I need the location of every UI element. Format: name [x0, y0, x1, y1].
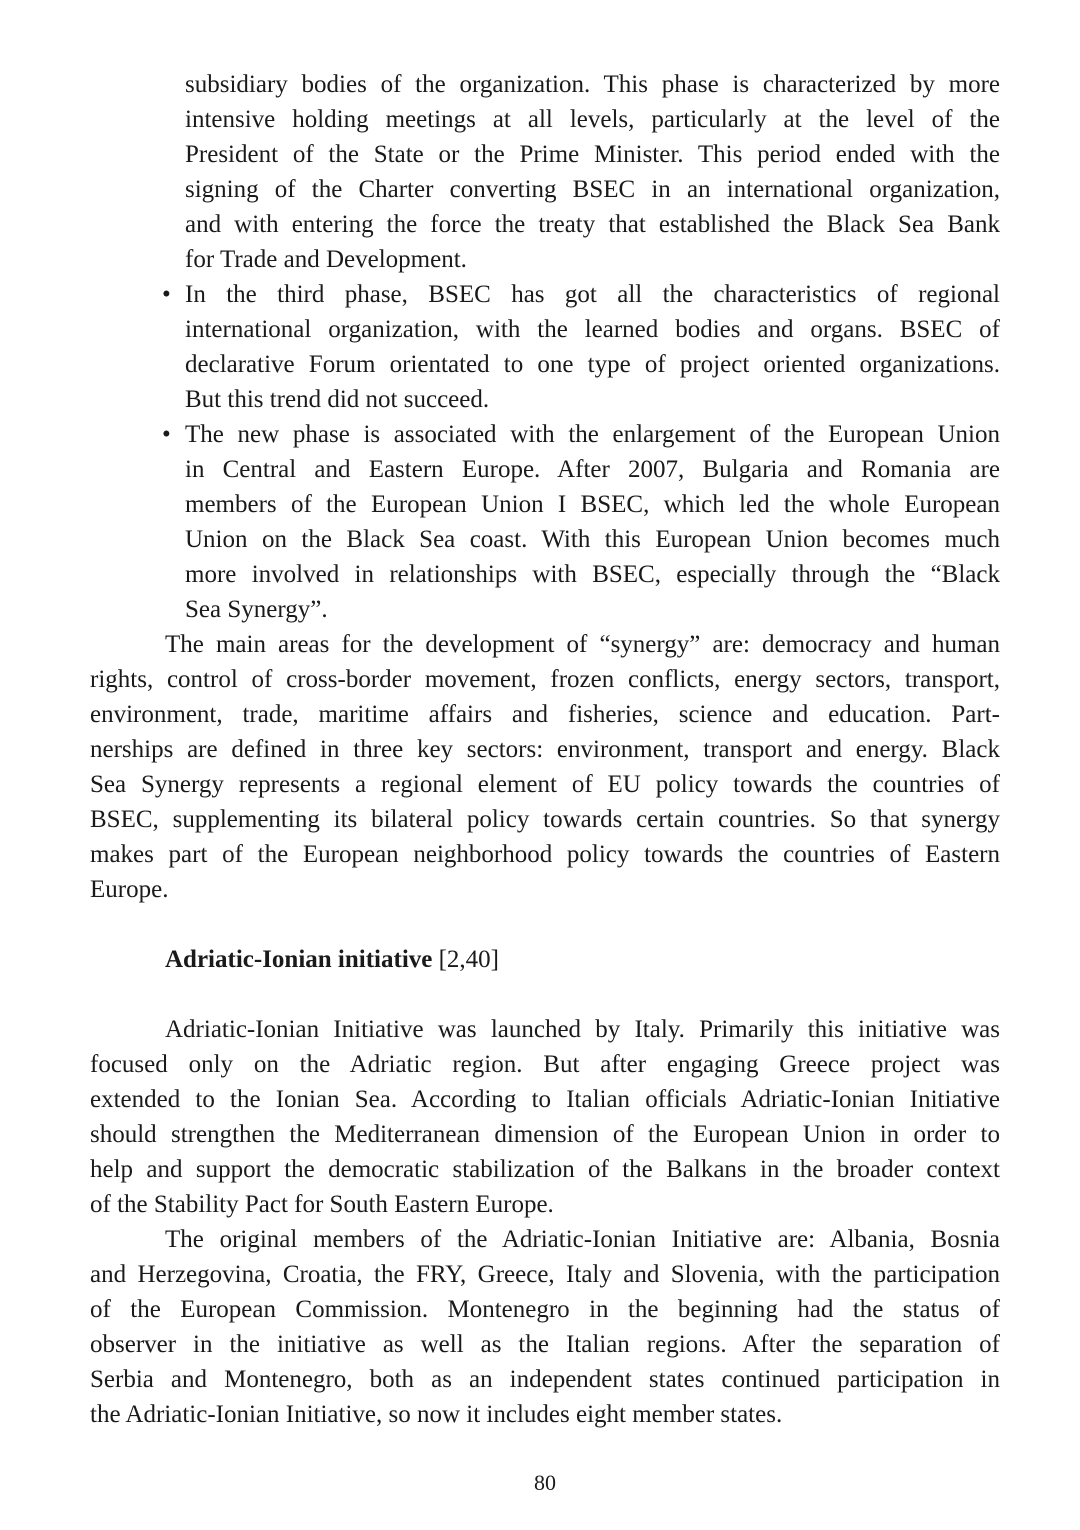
text-line: Sea Synergy represents a regional element of EU policy towards the countries of [90, 771, 1000, 798]
bullet-item-new-phase [90, 417, 1000, 627]
heading-title: Adriatic-Ionian initiative [165, 946, 433, 973]
text-line: international organization, with the learned bodies and organs. BSEC of [185, 316, 1000, 343]
text-line: Sea Synergy”. [185, 596, 328, 623]
text-line: and Herzegovina, Croatia, the FRY, Greece, Italy and Slovenia, with the participation [90, 1261, 1000, 1288]
text-line: In the third phase, BSEC has got all the characteristics of regional [185, 281, 1000, 308]
page-body [90, 67, 1000, 1432]
text-line: Europe. [90, 876, 169, 903]
text-line: observer in the initiative as well as the Italian regions. After the separation of [90, 1331, 1000, 1358]
text-line: But this trend did not succeed. [185, 386, 490, 413]
section-heading [90, 942, 1000, 977]
paragraph-members [90, 1222, 1000, 1432]
text-line: and with entering the force the treaty that established the Black Sea Bank [185, 211, 1000, 238]
page-number: 80 [534, 1470, 556, 1495]
text-line: makes part of the European neighborhood policy towards the countries of Eastern [90, 841, 1000, 868]
text-line: of the European Commission. Montenegro in the beginning had the status of [90, 1296, 1000, 1323]
text-line: should strengthen the Mediterranean dimension of the European Union in order to [90, 1121, 1000, 1148]
paragraph-launch [90, 1012, 1000, 1222]
text-line: the Adriatic-Ionian Initiative, so now it includes eight member states. [90, 1401, 783, 1428]
text-line: members of the European Union I BSEC, which led the whole European [185, 491, 1000, 518]
heading-reference: [2,40] [438, 946, 500, 973]
text-line: Adriatic-Ionian Initiative was launched by Italy. Primarily this initiative was [165, 1016, 1000, 1043]
text-line: in Central and Eastern Europe. After 2007, Bulgaria and Romania are [185, 456, 1000, 483]
text-line: BSEC, supplementing its bilateral policy towards certain countries. So that synergy [90, 806, 1000, 833]
text-line: declarative Forum orientated to one type of project oriented organizations. [185, 351, 1000, 378]
text-line: of the Stability Pact for South Eastern Europe. [90, 1191, 554, 1218]
bullet-continuation [90, 67, 1000, 277]
bullet-text [90, 277, 1000, 417]
text-line: signing of the Charter converting BSEC in an international organization, [185, 176, 1000, 203]
bullet-icon: • [162, 421, 171, 448]
bullet-icon: • [162, 281, 171, 308]
bullet-item-third-phase [90, 277, 1000, 417]
text-line: intensive holding meetings at all levels, particularly at the level of the [185, 106, 1000, 133]
text-line: rights, control of cross-border movement, frozen conflicts, energy sectors, transport, [90, 666, 1000, 693]
text-line: Union on the Black Sea coast. With this European Union becomes much [185, 526, 1000, 553]
text-line: focused only on the Adriatic region. But after engaging Greece project was [90, 1051, 1000, 1078]
text-line: help and support the democratic stabilization of the Balkans in the broader context [90, 1156, 1000, 1183]
text-line: for Trade and Development. [185, 246, 467, 273]
text-line: extended to the Ionian Sea. According to Italian officials Adriatic-Ionian Initiative [90, 1086, 1000, 1113]
text-line: The main areas for the development of “synergy” are: democracy and human [165, 631, 1000, 658]
text-line: environment, trade, maritime affairs and fisheries, science and education. Part- [90, 701, 1000, 728]
text-line: nerships are defined in three key sectors: environment, transport and energy. Black [90, 736, 1000, 763]
paragraph-synergy [90, 627, 1000, 907]
text-line: subsidiary bodies of the organization. This phase is characterized by more [185, 71, 1000, 98]
text-line: The new phase is associated with the enlargement of the European Union [185, 421, 1000, 448]
bullet-text [90, 417, 1000, 627]
text-line: President of the State or the Prime Minister. This period ended with the [185, 141, 1000, 168]
text-line: Serbia and Montenegro, both as an independent states continued participation in [90, 1366, 1000, 1393]
text-line: more involved in relationships with BSEC, especially through the “Black [185, 561, 1000, 588]
text-line: The original members of the Adriatic-Ionian Initiative are: Albania, Bosnia [165, 1226, 1000, 1253]
